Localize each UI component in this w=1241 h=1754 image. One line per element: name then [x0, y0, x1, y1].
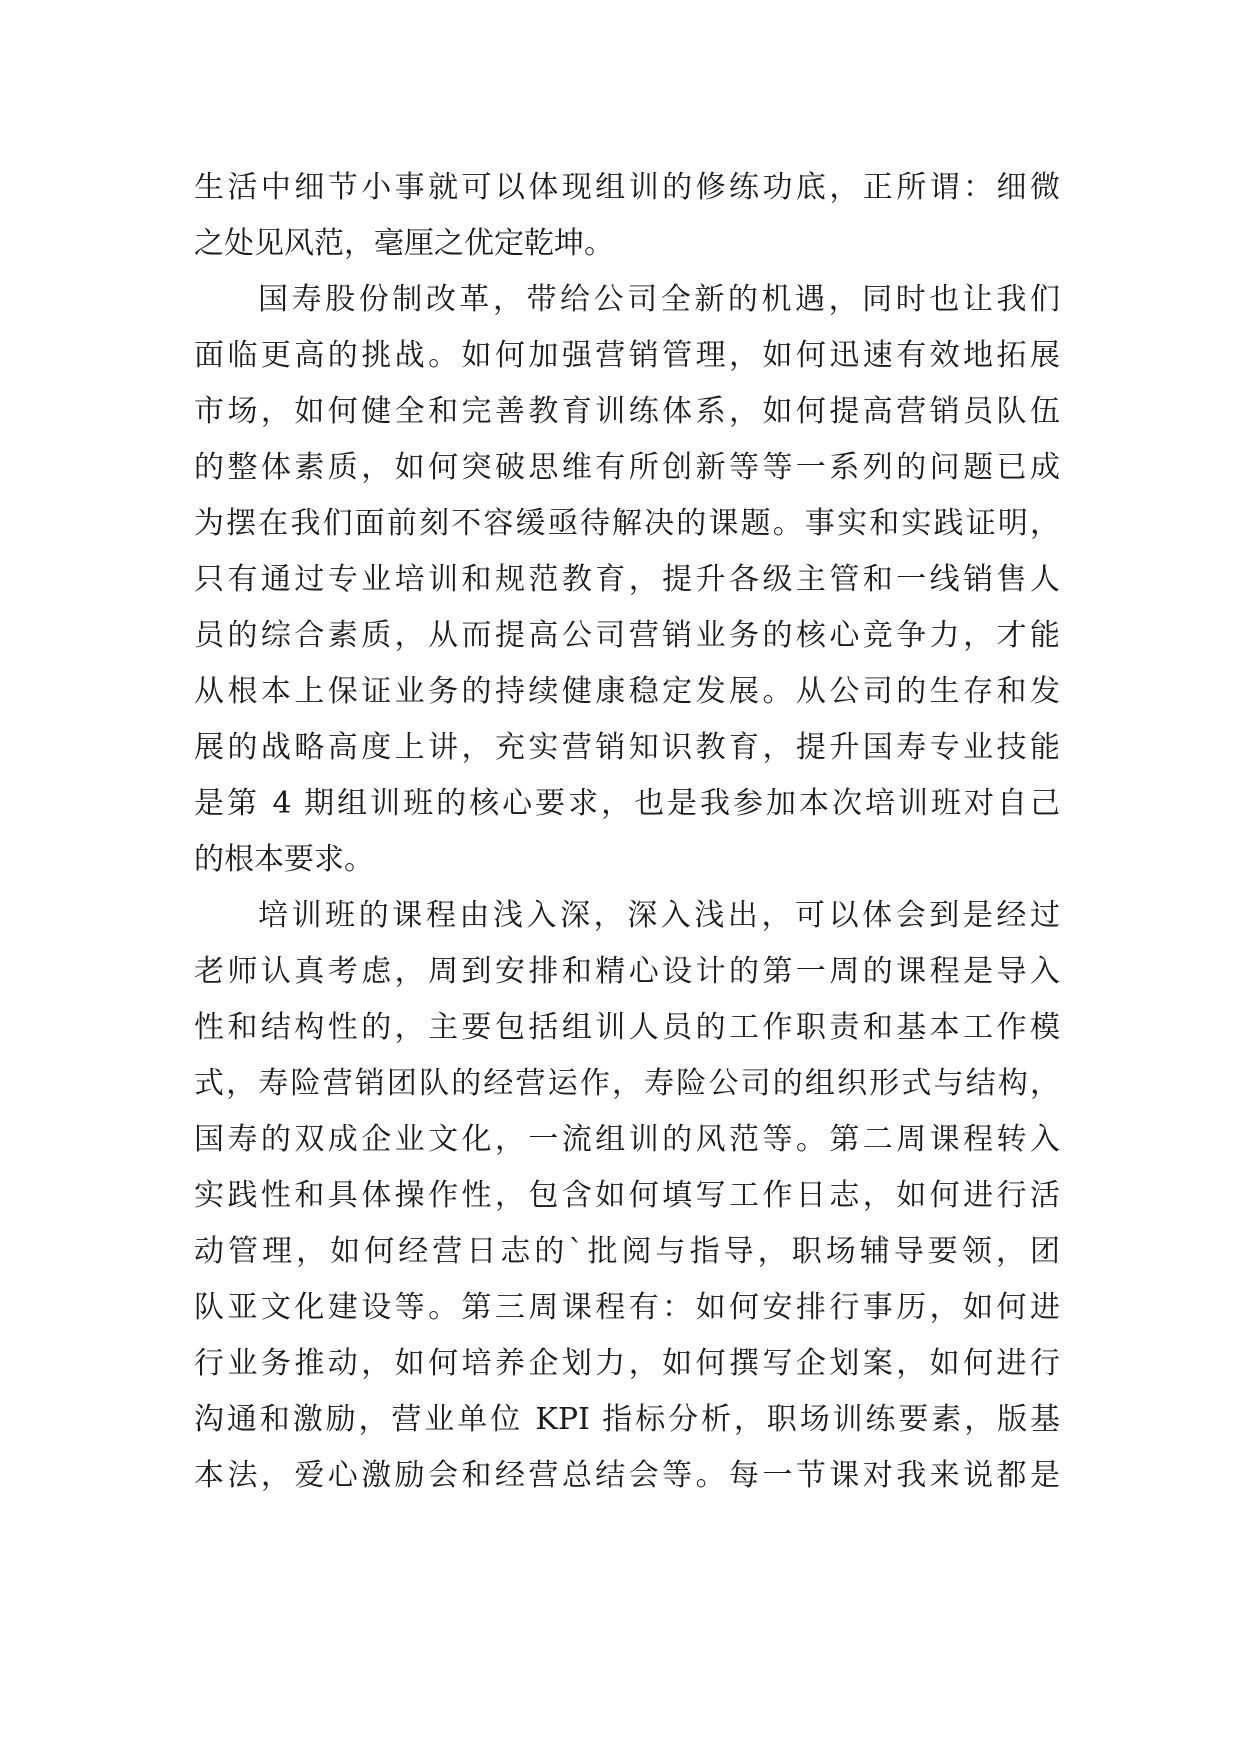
paragraph-2-line-8: 从根本上保证业务的持续健康稳定发展。从公司的生存和发 [194, 674, 1060, 709]
paragraph-3-line-6: 实践性和具体操作性，包含如何填写工作日志，如何进行活 [194, 1178, 1060, 1213]
paragraph-3-line-1: 培训班的课程由浅入深，深入浅出，可以体会到是经过 [258, 898, 1060, 933]
paragraph-2-line-3: 市场，如何健全和完善教育训练体系，如何提高营销员队伍 [194, 394, 1060, 429]
paragraph-3-line-9: 行业务推动，如何培养企划力，如何撰写企划案，如何进行 [194, 1346, 1060, 1381]
paragraph-3-line-4: 式，寿险营销团队的经营运作，寿险公司的组织形式与结构， [194, 1066, 1060, 1101]
paragraph-3-line-7: 动管理，如何经营日志的`批阅与指导，职场辅导要领，团 [194, 1234, 1060, 1269]
paragraph-2-line-7: 员的综合素质，从而提高公司营销业务的核心竞争力，才能 [194, 618, 1060, 653]
paragraph-2-line-4: 的整体素质，如何突破思维有所创新等等一系列的问题已成 [194, 450, 1060, 485]
paragraph-3-line-10: 沟通和激励，营业单位 KPI 指标分析，职场训练要素，版基 [194, 1402, 1060, 1437]
paragraph-3-line-11: 本法，爱心激励会和经营总结会等。每一节课对我来说都是 [194, 1458, 1060, 1493]
paragraph-2-line-5: 为摆在我们面前刻不容缓亟待解决的课题。事实和实践证明， [194, 506, 1060, 541]
paragraph-3-line-5: 国寿的双成企业文化，一流组训的风范等。第二周课程转入 [194, 1122, 1060, 1157]
paragraph-2-line-10: 是第 4 期组训班的核心要求，也是我参加本次培训班对自己 [194, 786, 1060, 821]
paragraph-3-line-2: 老师认真考虑，周到安排和精心设计的第一周的课程是导入 [194, 954, 1060, 989]
paragraph-2-line-1: 国寿股份制改革，带给公司全新的机遇，同时也让我们 [258, 282, 1060, 317]
body-text [194, 160, 1060, 1504]
paragraph-2-line-6: 只有通过专业培训和规范教育，提升各级主管和一线销售人 [194, 562, 1060, 597]
paragraph-3-line-8: 队亚文化建设等。第三周课程有：如何安排行事历，如何进 [194, 1290, 1060, 1325]
paragraph-1-line-2: 之处见风范，毫厘之优定乾坤。 [194, 226, 614, 261]
paragraph-2-line-9: 展的战略高度上讲，充实营销知识教育，提升国寿专业技能 [194, 730, 1060, 765]
paragraph-2-line-11: 的根本要求。 [194, 842, 374, 877]
paragraph-3-line-3: 性和结构性的，主要包括组训人员的工作职责和基本工作模 [194, 1010, 1060, 1045]
paragraph-2-line-2: 面临更高的挑战。如何加强营销管理，如何迅速有效地拓展 [194, 338, 1060, 373]
paragraph-1-line-1: 生活中细节小事就可以体现组训的修练功底，正所谓：细微 [194, 170, 1060, 205]
